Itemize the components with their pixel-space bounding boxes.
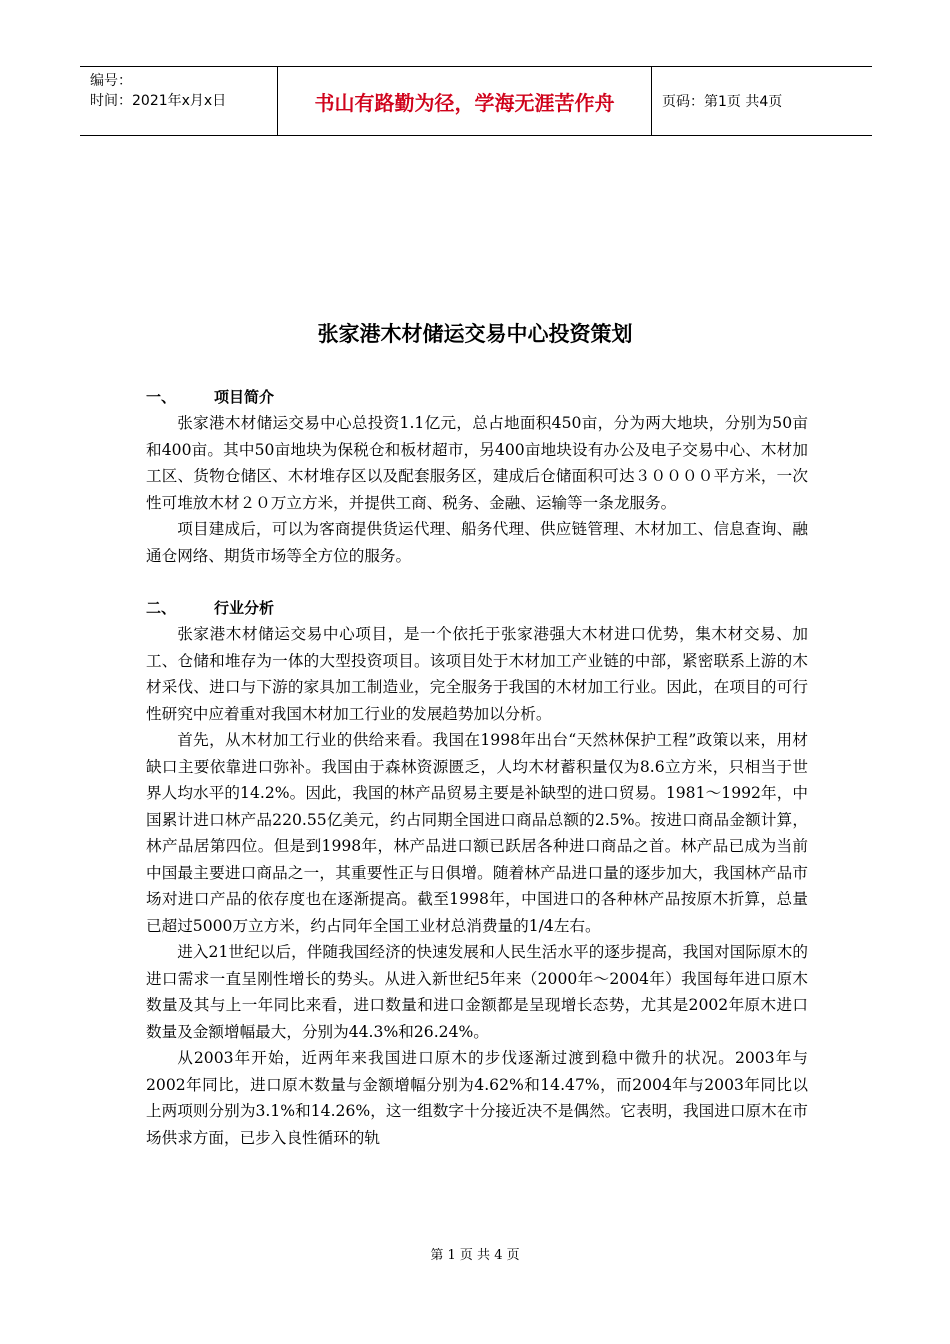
section-number: 二、 [146,599,177,617]
header-page-number: 页码：第1页 共4页 [662,94,783,110]
document-number-label: 编号： [90,73,132,89]
section-number: 一、 [146,388,177,406]
document-body [146,380,808,1151]
header-motto: 书山有路勤为径，学海无涯苦作舟 [278,67,652,135]
page-header [80,66,872,136]
page-footer: 第 1 页 共 4 页 [430,1248,520,1263]
paragraph: 从2003年开始，近两年来我国进口原木的步伐逐渐过渡到稳中微升的状况。2003年与2002年同比，进口原木数量与金额增幅分别为4.62%和14.47%，而2004年与2003年同比以上两项则分别为3.1%和14.26%，这一组数字十分接近决不是偶然。它表明，我国进口原木在市场供求方面，已步入良性循环的轨 [146,1049,808,1147]
paragraph: 首先，从木材加工行业的供给来看。我国在1998年出台“天然林保护工程”政策以来，用材缺口主要依靠进口弥补。我国由于森林资源匮乏，人均木材蓄积量仅为8.6立方米，只相当于世界人均水平的14.2%。因此，我国的林产品贸易主要是补缺型的进口贸易。1981～1992年，中国累计进口林产品220.55亿美元，约占同期全国进口商品总额的2.5%。按进口商品金额计算，林产品居第四位。但是到1998年，林产品进口额已跃居各种进口商品之首。林产品已成为当前中国最主要进口商品之一，其重要性正与日俱增。随着林产品进口量的逐步加大，我国林产品市场对进口产品的依存度也在逐渐提高。截至1998年，中国进口的各种林产品按原木折算，总量已超过5000万立方米，约占同年全国工业材总消费量的1/4左右。 [146,731,808,935]
document-time-label: 时间：2021年x月x日 [90,93,227,109]
section-heading-intro [146,384,808,410]
section-title: 项目简介 [214,388,275,406]
header-meta [80,67,278,135]
paragraph: 张家港木材储运交易中心总投资1.1亿元，总占地面积450亩，分为两大地块，分别为50亩和400亩。其中50亩地块为保税仓和板材超市，另400亩地块设有办公及电子交易中心、木材加工区、货物仓储区、木材堆存区以及配套服务区，建成后仓储面积可达３００００平方米，一次性可堆放木材２０万立方米，并提供工商、税务、金融、运输等一条龙服务。 [146,414,808,512]
document-title: 张家港木材储运交易中心投资策划 [317,322,633,346]
paragraph: 张家港木材储运交易中心项目，是一个依托于张家港强大木材进口优势，集木材交易、加工、仓储和堆存为一体的大型投资项目。该项目处于木材加工产业链的中部，紧密联系上游的木材采伐、进口与下游的家具加工制造业，完全服务于我国的木材加工行业。因此，在项目的可行性研究中应着重对我国木材加工行业的发展趋势加以分析。 [146,625,808,723]
section-title: 行业分析 [214,599,275,617]
paragraph: 项目建成后，可以为客商提供货运代理、船务代理、供应链管理、木材加工、信息查询、融通仓网络、期货市场等全方位的服务。 [146,520,808,565]
paragraph: 进入21世纪以后，伴随我国经济的快速发展和人民生活水平的逐步提高，我国对国际原木的进口需求一直呈刚性增长的势头。从进入新世纪5年来（2000年～2004年）我国每年进口原木数量及其与上一年同比来看，进口数量和进口金额都是呈现增长态势，尤其是2002年原木进口数量及金额增幅最大，分别为44.3%和26.24%。 [146,943,808,1041]
section-heading-industry [146,595,808,621]
